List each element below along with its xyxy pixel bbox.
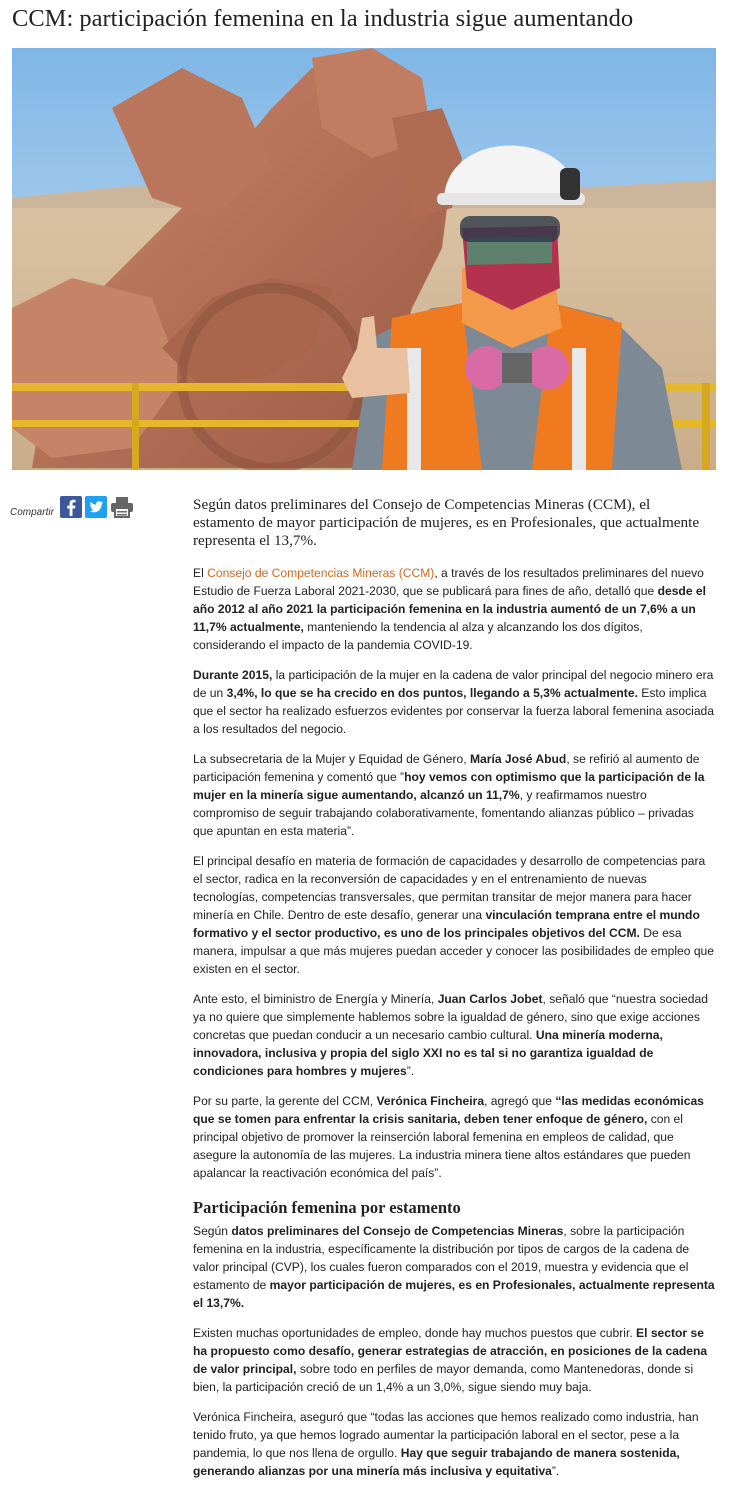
facebook-icon[interactable] — [60, 496, 82, 523]
section-heading: Participación femenina por estamento — [193, 1198, 461, 1217]
paragraph-1: El Consejo de Competencias Mineras (CCM), a través de los resultados preliminares del nuevo Estudio de Fuerza Laboral 2021-2030, que se publicará para fines de año, detalló que desde el año 2012 al año 2021 la participación femenina en la industria aumentó de un 7,6% a un 11,7% actualmente, manteniendo la tendencia al alza y alcanzando los dos dígitos, considerando el impacto de la pandemia COVID-19. — [193, 566, 706, 652]
paragraph-5: Ante esto, el biministro de Energía y Minería, Juan Carlos Jobet, señaló que “nuestra sociedad ya no quiere que simplemente hablemos sobre la igualdad de género, sino que exige acciones concretas que puedan conducir a un necesario cambio cultural. Una minería moderna, innovadora, inclusiva y propia del siglo XXI no es tal si no garantiza igualdad de condiciones para hombres y mujeres”. — [193, 992, 708, 1078]
hero-image — [12, 48, 716, 470]
paragraph-4: El principal desafío en materia de formación de capacidades y desarrollo de competencias para el sector, radica en la reconversión de capacidades y en el entrenamiento de nuevas tecnologías, competencias transversales, que permitan transitar de mejor manera para hacer minería en Chile. Dentro de este desafío, generar una vinculación temprana entre el mundo formativo y el sector productivo, es uno de los principales objetivos del CCM. De esa manera, impulsar a que más mujeres puedan acceder y conocer las posibilidades de empleo que existen en el sector. — [193, 854, 714, 976]
share-bar — [10, 496, 137, 523]
paragraph-7: Según datos preliminares del Consejo de Competencias Mineras, sobre la participación femenina en la industria, específicamente la distribución por tipos de cargos de la cadena de valor principal (CVP), los cuales fueron comparados con el 2019, muestra y evidencia que el estamento de mayor participación de mujeres, es en Profesionales, actualmente representa el 13,7%. — [193, 1224, 715, 1310]
article-lead: Según datos preliminares del Consejo de Competencias Mineras (CCM), el estamento de mayor participación de mujeres, es en Profesionales, que actualmente representa el 13,7%. — [193, 496, 700, 549]
paragraph-8: Existen muchas oportunidades de empleo, donde hay muchos puestos que cubrir. El sector se ha propuesto como desafío, generar estrategias de atracción, en posiciones de la cadena de valor principal, sobre todo en perfiles de mayor demanda, como Mantenedoras, donde si bien, la participación creció de un 1,4% a un 3,0%, sigue siendo muy baja. — [193, 1326, 708, 1394]
paragraph-6: Por su parte, la gerente del CCM, Verónica Fincheira, agregó que “las medidas económicas que se tomen para enfrentar la crisis sanitaria, deben tener enfoque de género, con el principal objetivo de promover la reinserción laboral femenina en empleos de calidad, que asegure la autonomía de las mujeres. La industria minera tiene altos estándares que pueden apalancar la reactivación económica del país”. — [193, 1094, 704, 1180]
paragraph-3: La subsecretaria de la Mujer y Equidad de Género, María José Abud, se refirió al aumento de participación femenina y comentó que ”hoy vemos con optimismo que la participación de la mujer en la minería sigue aumentando, alcanzó un 11,7%, y reafirmamos nuestro compromiso de seguir trabajando colaborativamente, fomentando alianzas público – privadas que apuntan en esta materia”. — [193, 752, 705, 838]
share-label: Compartir — [10, 507, 54, 518]
paragraph-2: Durante 2015, la participación de la mujer en la cadena de valor principal del negocio minero era de un 3,4%, lo que se ha crecido en dos puntos, llegando a 5,3% actualmente. Esto implica que el sector ha realizado esfuerzos evidentes por conservar la fuerza laboral femenina asociada a los resultados del negocio. — [193, 668, 715, 736]
article-body — [193, 496, 715, 1492]
print-icon[interactable] — [110, 496, 134, 523]
twitter-icon[interactable] — [85, 496, 107, 523]
ccm-link[interactable]: Consejo de Competencias Mineras (CCM) — [207, 566, 435, 580]
paragraph-9: Verónica Fincheira, aseguró que “todas las acciones que hemos realizado como industria, han tenido fruto, ya que hemos logrado aumentar la participación laboral en el sector, pese a la pandemia, lo que nos llena de orgullo. Hay que seguir trabajando de manera sostenida, generando alianzas por una minería más inclusiva y equitativa”. — [193, 1410, 699, 1478]
article-title: CCM: participación femenina en la industria sigue aumentando — [12, 5, 634, 32]
